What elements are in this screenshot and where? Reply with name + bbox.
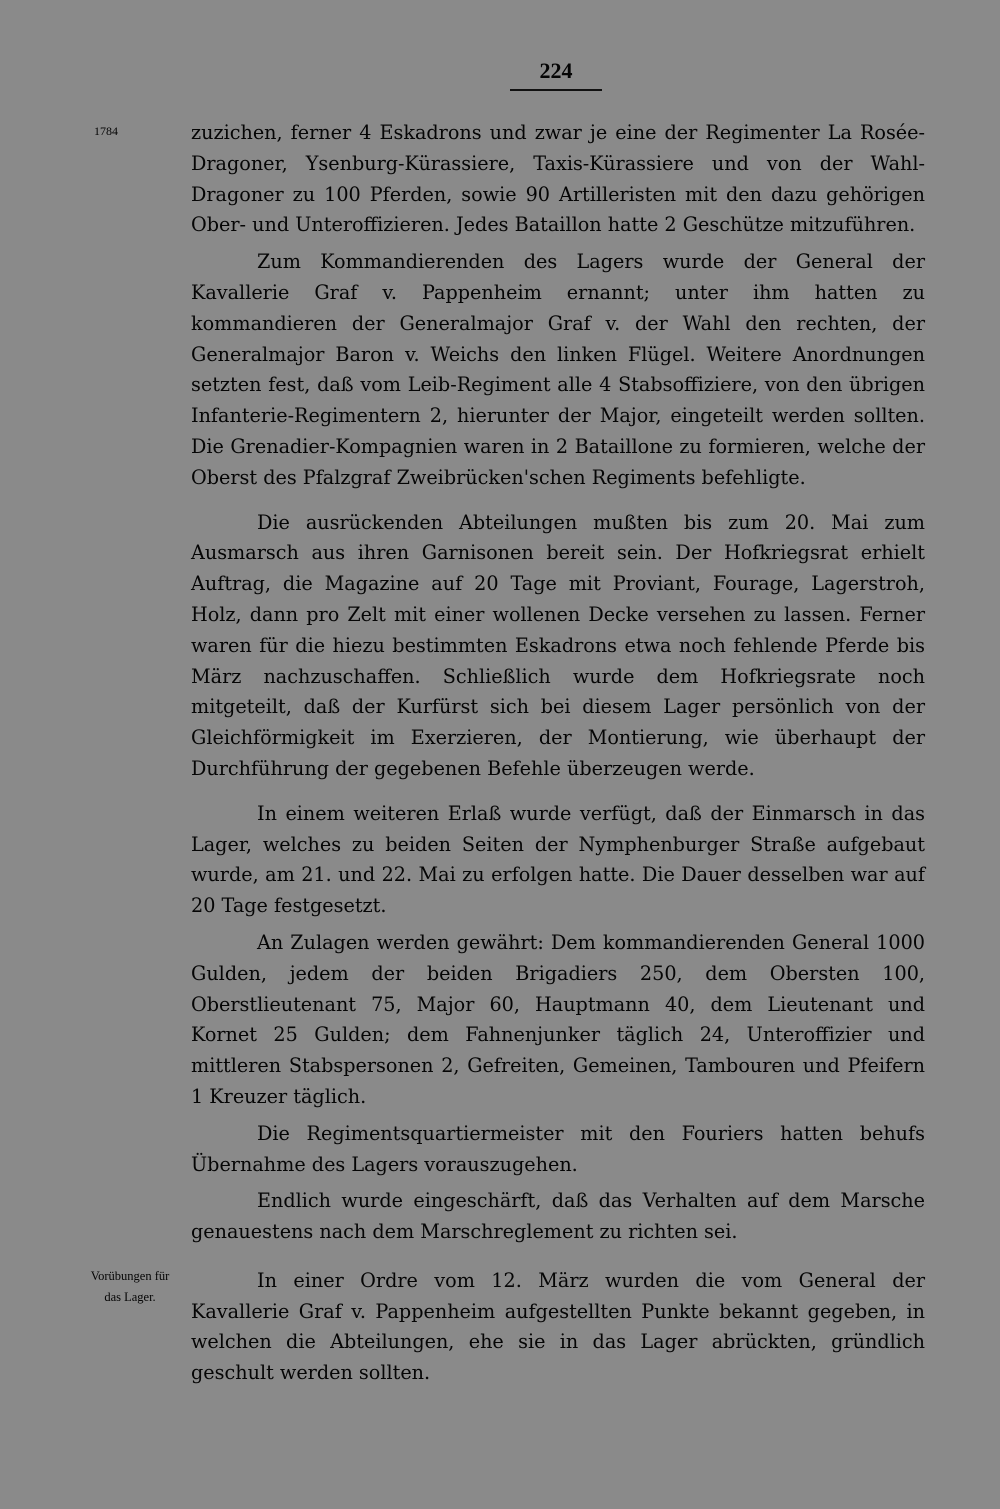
margin-note-line: Vorübungen für: [90, 1269, 170, 1283]
paragraph-quartermasters: Die Regimentsquartiermeister mit den Fouriers hatten behufs Übernahme des Lagers vorauszugehen.: [191, 1121, 925, 1176]
text-body: [191, 118, 925, 1389]
paragraph-entry: In einem weiteren Erlaß wurde verfügt, daß der Einmarsch in das Lager, welches zu beiden Seiten der Nymphenburger Straße aufgebaut wurde, am 21. und 22. Mai zu erfolgen hatte. Die Dauer desselben war auf 20 Tage festgesetzt.: [191, 801, 925, 918]
paragraph-departure: Die ausrückenden Abteilungen mußten bis zum 20. Mai zum Ausmarsch aus ihren Garnisonen bereit sein. Der Hofkriegsrat erhielt Auftrag, die Magazine auf 20 Tage mit Proviant, Fourage, Lagerstroh, Holz, dann pro Zelt mit einer wollenen Decke versehen zu lassen. Ferner waren für die hiezu bestimmten Eskadrons etwa noch fehlende Pferde bis März nachzuschaffen. Schließlich wurde dem Hofkriegsrate noch mitgeteilt, daß der Kurfürst sich bei diesem Lager persönlich von der Gleichförmigkeit im Exerzieren, der Montierung, wie überhaupt der Durchführung der gegebenen Befehle überzeugen werde.: [191, 510, 925, 780]
paragraph-continued: zuzichen, ferner 4 Eskadrons und zwar je eine der Regimenter La Rosée-Dragoner, Ysenburg-Kürassiere, Taxis-Kürassiere und von der Wahl-Dragoner zu 100 Pferden, sowie 90 Artilleristen mit den dazu gehörigen Ober- und Unteroffizieren. Jedes Bataillon hatte 2 Geschütze mitzuführen.: [191, 121, 925, 237]
paragraph-allowances: An Zulagen werden gewährt: Dem kommandierenden General 1000 Gulden, jedem der beiden Brigadiers 250, dem Obersten 100, Oberstlieutenant 75, Major 60, Hauptmann 40, dem Lieutenant und Kornet 25 Gulden; dem Fahnenjunker täglich 24, Unteroffizier und mittleren Stabspersonen 2, Gefreiten, Gemeinen, Tambouren und Pfeifern 1 Kreuzer täglich.: [191, 930, 925, 1108]
margin-note-line: das Lager.: [104, 1290, 156, 1304]
paragraph-exercises: In einer Ordre vom 12. März wurden die vom General der Kavallerie Graf v. Pappenheim aufgestellten Punkte bekannt gegeben, in welchen die Abteilungen, ehe sie in das Lager abrückten, gründlich geschult werden sollten.: [191, 1268, 925, 1385]
page-number: 224: [539, 58, 573, 83]
margin-note: [70, 1266, 190, 1308]
margin-year: 1784: [94, 124, 118, 138]
page-number-rule: [510, 89, 602, 91]
paragraph-commander: Zum Kommandierenden des Lagers wurde der General der Kavallerie Graf v. Pappenheim ernannt; unter ihm hatten zu kommandieren der Generalmajor Graf v. der Wahl den rechten, der Generalmajor Baron v. Weichs den linken Flügel. Weitere Anordnungen setzten fest, daß vom Leib-Regiment alle 4 Stabsoffiziere, von den übrigen Infanterie-Regimentern 2, hierunter der Major, eingeteilt werden sollten. Die Grenadier-Kompagnien waren in 2 Bataillone zu formieren, welche der Oberst des Pfalzgraf Zweibrücken'schen Regiments befehligte.: [191, 250, 925, 489]
paragraph-march: Endlich wurde eingeschärft, daß das Verhalten auf dem Marsche genauestens nach dem Marschreglement zu richten sei.: [191, 1189, 925, 1244]
